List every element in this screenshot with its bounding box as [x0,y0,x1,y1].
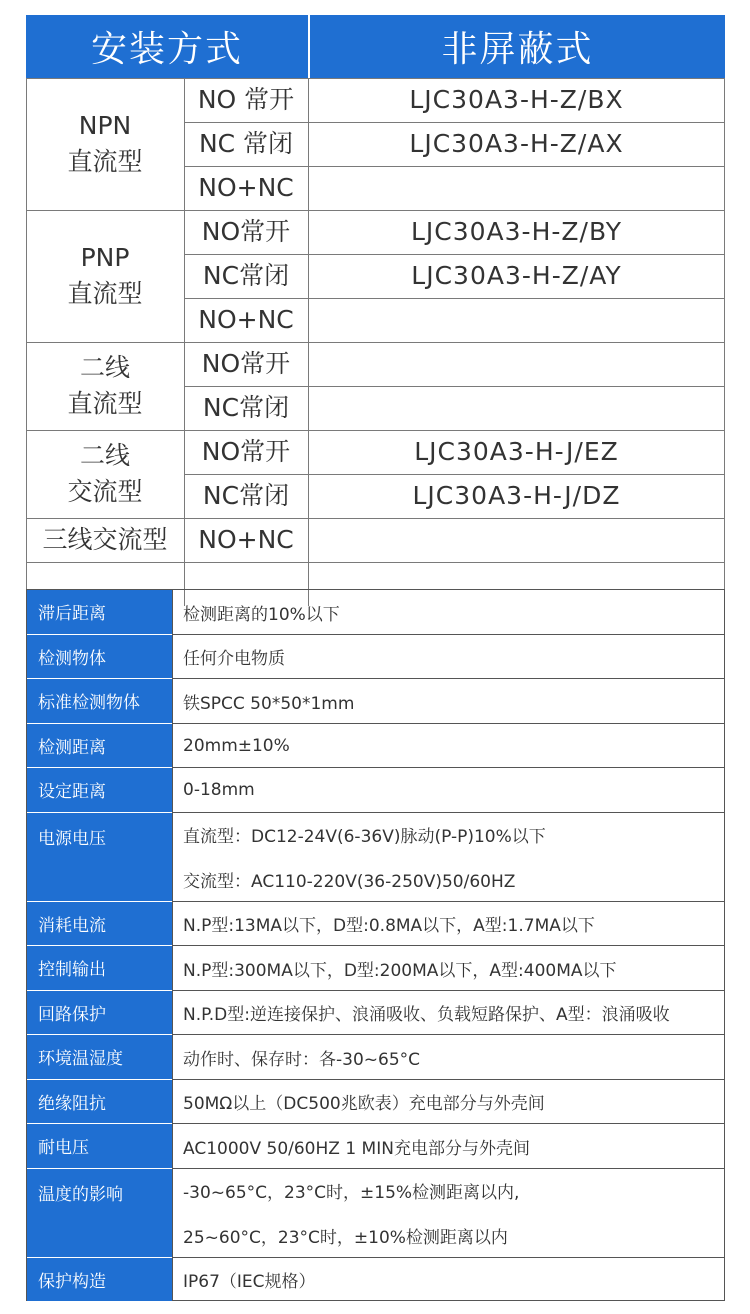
group-name-line: 三线交流型 [42,525,168,554]
group-name-line: 直流型 [67,389,143,418]
grid-line [184,122,725,123]
spec-label: 环境温湿度 [27,1035,172,1079]
spec-label: 消耗电流 [27,902,172,946]
model-cell [308,166,725,210]
model-cell [308,386,725,430]
spec-label: 滞后距离 [27,590,172,634]
group-name-line: 直流型 [67,279,143,308]
header-unshielded: 非屏蔽式 [310,15,725,78]
group-name-line: NPN [78,111,132,140]
spec-label: 检测距离 [27,724,172,768]
spec-value: N.P型:300MA以下，D型:200MA以下，A型:400MA以下 [183,960,617,981]
spec-value: 任何介电物质 [183,649,285,670]
model-cell: LJC30A3-H-J/EZ [414,437,619,466]
spec-value: -30~65°C，23°C时，±15%检测距离以内, [183,1183,520,1204]
group-name-line: 二线 [79,441,130,470]
spec-value: 检测距离的10%以下 [183,604,340,625]
group-name [26,430,184,518]
mode-cell: NO常开 [201,437,291,466]
spec-label: 设定距离 [27,768,172,812]
spec-label: 控制输出 [27,946,172,990]
model-cell: LJC30A3-H-J/DZ [412,481,621,510]
spec-value: 50MΩ以上（DC500兆欧表）充电部分与外壳间 [183,1094,545,1115]
header-install-method: 安装方式 [26,15,308,78]
group-name [26,78,184,210]
spec-value: 直流型：DC12-24V(6-36V)脉动(P-P)10%以下 [183,827,546,848]
spec-value: 0-18mm [183,780,255,801]
mode-cell: NC常闭 [202,393,290,422]
group-name-line: 直流型 [67,147,143,176]
spec-value: 铁SPCC 50*50*1mm [183,693,355,714]
model-cell [308,342,725,386]
grid-line [26,562,725,563]
spec-label: 耐电压 [27,1124,172,1168]
model-cell [308,298,725,342]
spec-value: AC1000V 50/60HZ 1 MIN充电部分与外壳间 [183,1138,530,1159]
model-cell: LJC30A3-H-Z/AX [409,129,624,158]
group-name [26,342,184,430]
spec-label: 温度的影响 [27,1169,172,1257]
spec-table [26,589,725,1301]
spec-value: 动作时、保存时：各-30~65°C [183,1049,421,1070]
spec-label: 电源电压 [27,813,172,901]
model-cell: LJC30A3-H-Z/BY [410,217,623,246]
model-cell [308,518,725,562]
model-cell: LJC30A3-H-Z/AY [411,261,622,290]
spec-label: 标准检测物体 [27,679,172,723]
mode-cell: NO常开 [201,217,291,246]
grid-line [172,767,724,768]
group-name [26,518,184,562]
mode-cell: NO+NC [198,173,294,202]
group-name-line: 二线 [79,353,130,382]
spec-value: IP67（IEC规格） [183,1272,316,1293]
grid-line [308,78,309,606]
spec-value: N.P.D型:逆连接保护、浪涌吸收、负载短路保护、A型：浪涌吸收 [183,1005,670,1026]
spec-value: 25~60°C，23°C时，±10%检测距离以内 [183,1227,508,1248]
spec-value: 20mm±10% [183,735,290,756]
mode-cell: NO 常开 [197,85,295,114]
mode-cell: NO+NC [198,525,294,554]
model-cell: LJC30A3-H-Z/BX [409,85,624,114]
grid-line [184,474,725,475]
group-name-line: PNP [80,243,130,272]
spec-label: 绝缘阻抗 [27,1080,172,1124]
group-name-line: 交流型 [67,477,143,506]
spec-label: 回路保护 [27,991,172,1035]
grid-line [172,590,173,1300]
mode-cell: NO常开 [201,349,291,378]
model-table [26,15,725,561]
spec-value: N.P型:13MA以下，D型:0.8MA以下，A型:1.7MA以下 [183,916,595,937]
mode-cell: NC常闭 [202,481,290,510]
grid-line [184,166,725,167]
grid-line [26,78,725,79]
grid-line [184,78,185,606]
spec-label: 保护构造 [27,1258,172,1302]
spec-label: 检测物体 [27,635,172,679]
grid-line [184,386,725,387]
mode-cell: NC常闭 [202,261,290,290]
grid-line [184,254,725,255]
mode-cell: NO+NC [198,305,294,334]
grid-line [184,298,725,299]
mode-cell: NC 常闭 [198,129,294,158]
spec-value: 交流型：AC110-220V(36-250V)50/60HZ [183,871,516,892]
group-name [26,210,184,342]
